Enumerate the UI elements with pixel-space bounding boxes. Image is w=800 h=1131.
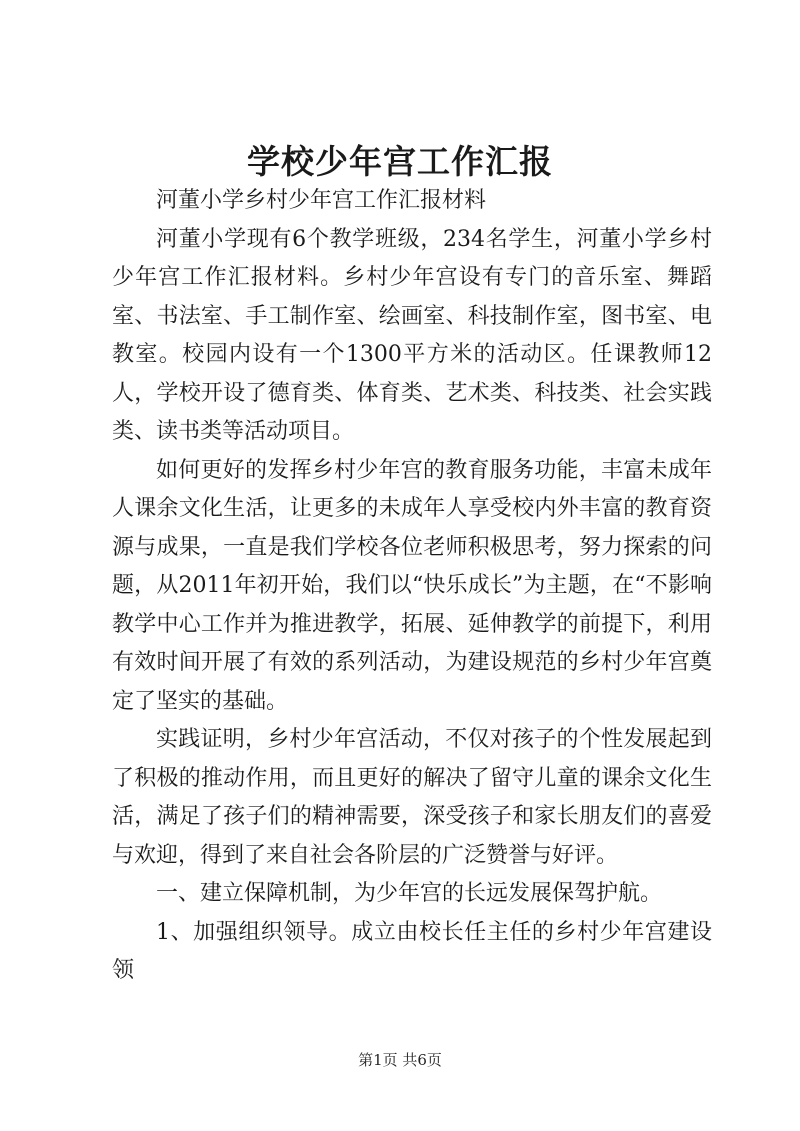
page-number-footer: 第1页 共6页 bbox=[358, 1051, 442, 1069]
results-paragraph: 实践证明，乡村少年宫活动，不仅对孩子的个性发展起到了积极的推动作用，而且更好的解决了留守儿童的课余文化生活，满足了孩子们的精神需要，深受孩子和家长朋友们的喜爱与欢迎，得到了来自社会各阶层的广泛赞誉与好评。 bbox=[112, 727, 712, 868]
purpose-paragraph: 如何更好的发挥乡村少年宫的教育服务功能，丰富未成年人课余文化生活，让更多的未成年人享受校内外丰富的教育资源与成果，一直是我们学校各位老师积极思考，努力探索的问题，从2011年初开始，我们以“快乐成长”为主题，在“不影响教学中心工作并为推进教学，拓展、延伸教学的前提下，利用有效时间开展了有效的系列活动，为建设规范的乡村少年宫奠定了坚实的基础。 bbox=[112, 457, 712, 714]
subtitle-paragraph: 河董小学乡村少年宫工作汇报材料 bbox=[156, 188, 487, 213]
section-heading-1: 一、建立保障机制，为少年宫的长远发展保驾护航。 bbox=[156, 881, 663, 906]
section-item-1: 1、加强组织领导。成立由校长任主任的乡村少年宫建设领 bbox=[112, 919, 712, 983]
intro-paragraph: 河董小学现有6个教学班级，234名学生，河董小学乡村少年宫工作汇报材料。乡村少年宫设有专门的音乐室、舞蹈室、书法室、手工制作室、绘画室、科技制作室，图书室、电教室。校园内设有一个1300平方米的活动区。任课教师12人，学校开设了德育类、体育类、艺术类、科技类、社会实践类、读书类等活动项目。 bbox=[112, 226, 712, 444]
document-body bbox=[112, 182, 712, 991]
document-title: 学校少年宫工作汇报 bbox=[247, 142, 553, 181]
